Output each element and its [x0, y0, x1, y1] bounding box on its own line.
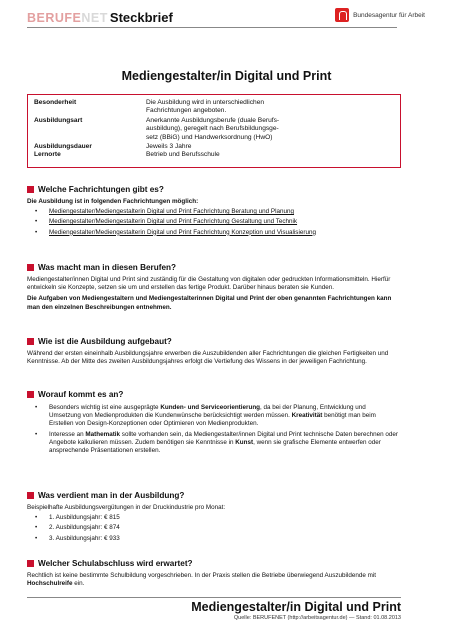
section-heading: Welche Fachrichtungen gibt es?	[38, 185, 164, 194]
page-title: Mediengestalter/in Digital und Print	[121, 69, 332, 83]
list-item: • 1. Ausbildungsjahr: € 815	[27, 514, 399, 522]
section-bullet-icon	[27, 264, 34, 271]
page-header	[0, 0, 453, 50]
paragraph: Rechtlich ist keine bestimmte Schulbildung vorgeschrieben. In der Praxis stellen die Betriebe überwiegend Auszubildende mit Hochschulreife ein.	[27, 572, 376, 588]
section-verguetung	[27, 490, 427, 543]
agency-logo	[335, 8, 425, 22]
info-row: Lernorte Betrieb und Berufsschule	[34, 151, 220, 159]
paragraph: Mediengestalter/innen Digital und Print sind zuständig für die Gestaltung von digitalen oder gedruckten Informationsmitteln. Hierfür entwickeln sie Konzepte, setzen sie um und erstellen das fertige Produkt. Darüber hinaus beraten sie Kunden.	[27, 276, 391, 292]
section-intro: Beispielhafte Ausbildungsvergütungen in der Druckindustrie pro Monat:	[27, 504, 226, 511]
list-item[interactable]	[27, 208, 399, 216]
section-bullet-icon	[27, 391, 34, 398]
section-heading: Was verdient man in der Ausbildung?	[38, 491, 185, 500]
section-heading: Welcher Schulabschluss wird erwartet?	[38, 559, 193, 568]
section-taetigkeit	[27, 262, 427, 312]
footer-source: Quelle: BERUFENET (http://arbeitsagentur.de) — Stand: 01.08.2013	[233, 615, 401, 621]
list-item[interactable]	[27, 229, 399, 237]
agency-emblem-icon	[335, 8, 349, 22]
section-bullet-icon	[27, 492, 34, 499]
footer-divider	[27, 597, 401, 598]
info-row: Ausbildungsart Anerkannte Ausbildungsberufe (duale Berufs-ausbildung), geregelt nach Berufsbildungsge-setz (BBiG) und Handwerksordnung (HwO)	[34, 116, 280, 141]
section-heading: Wie ist die Ausbildung aufgebaut?	[38, 337, 172, 346]
list-item: • Interesse an Mathematik sollte vorhanden sein, da Mediengestalter/innen Digital und Print technische Daten berechnen oder Angebote kalkulieren müssen. Zudem benötigen sie Kenntnisse in Kunst, wenn sie grafische Elemente entwerfen oder ansprechende Präsentationen erstellen.	[27, 431, 399, 456]
info-row: Besonderheit Die Ausbildung wird in unterschiedlichen Fachrichtungen angeboten.	[34, 99, 265, 115]
fachrichtung-link[interactable]: Mediengestalter/Mediengestalterin Digital und Print Fachrichtung Gestaltung und Technik	[49, 218, 298, 226]
section-fachrichtungen	[27, 184, 427, 237]
section-bullet-icon	[27, 338, 34, 345]
paragraph: Während der ersten eineinhalb Ausbildungsjahre erwerben die Auszubildenden aller Fachrichtungen die gleichen Fertigkeiten und Kenntnisse. Ab der Mitte des zweiten Ausbildungsjahres erfolgt die Vertiefung des Wissens in der jeweiligen Fachrichtung.	[27, 350, 389, 366]
info-row: Ausbildungsdauer Jeweils 3 Jahre	[34, 143, 192, 151]
section-bullet-icon	[27, 186, 34, 193]
berufenet-logo: BERUFENET Steckbrief	[27, 10, 173, 25]
section-bullet-icon	[27, 560, 34, 567]
header-divider	[27, 27, 397, 28]
profile-infobox	[27, 94, 401, 168]
fachrichtung-link[interactable]: Mediengestalter/Mediengestalterin Digital und Print Fachrichtung Konzeption und Visualisierung	[49, 228, 316, 236]
list-item: • Besonders wichtig ist eine ausgeprägte Kunden- und Serviceorientierung, da bei der Planung, Entwicklung und Umsetzung von Medienprodukten die Kundenwünsche berücksichtigt werden müssen. Kreativität benötigt man beim Erstellen von Design-Konzeptionen oder Optimieren von Medienprodukten.	[27, 404, 399, 429]
section-anforderungen	[27, 389, 427, 455]
section-heading: Was macht man in diesen Berufen?	[38, 263, 177, 272]
footer-title: Mediengestalter/in Digital und Print	[191, 600, 401, 614]
list-item: • 2. Ausbildungsjahr: € 874	[27, 524, 399, 532]
agency-name: Bundesagentur für Arbeit	[353, 11, 425, 19]
section-heading: Worauf kommt es an?	[38, 390, 124, 399]
list-item[interactable]	[27, 218, 399, 226]
fachrichtung-link[interactable]: Mediengestalter/Mediengestalterin Digital und Print Fachrichtung Beratung und Planung	[49, 208, 295, 216]
section-aufbau	[27, 336, 427, 366]
steckbrief-label: Steckbrief	[109, 10, 173, 25]
section-schulabschluss	[27, 558, 427, 588]
section-intro: Die Ausbildung ist in folgenden Fachrichtungen möglich:	[27, 198, 199, 205]
paragraph: Die Aufgaben von Mediengestaltern und Mediengestalterinnen Digital und Print der oben genannten Fachrichtungen kann man den einzelnen Beschreibungen entnehmen.	[27, 295, 392, 311]
list-item: • 3. Ausbildungsjahr: € 933	[27, 535, 399, 543]
